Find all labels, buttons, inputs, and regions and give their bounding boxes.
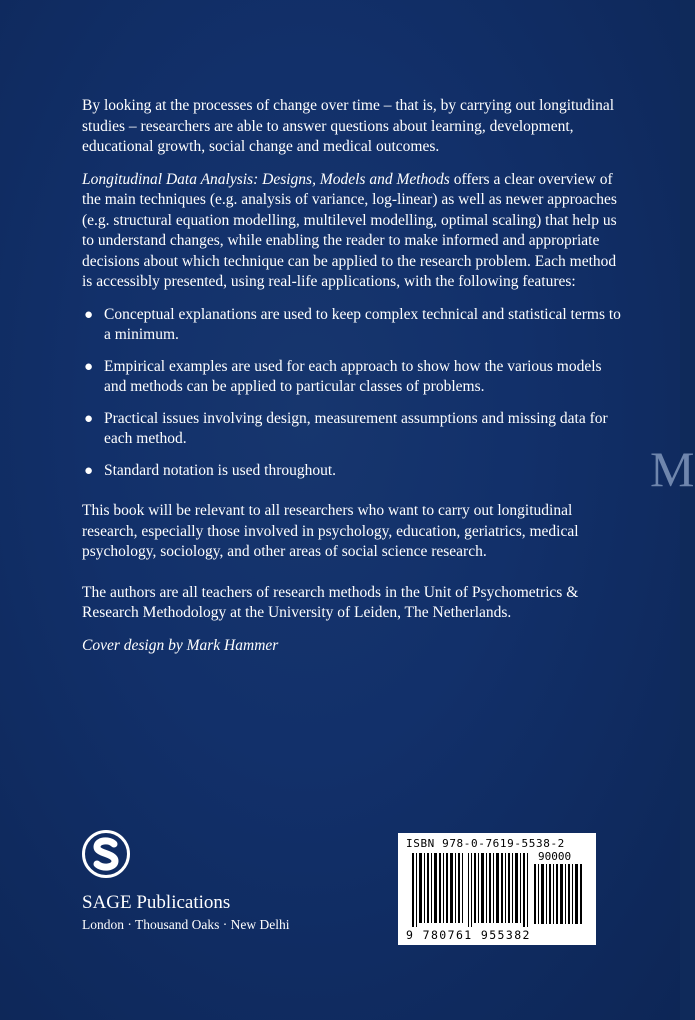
ean-number: 9 780761 955382 [406,928,531,942]
cover-credit: Cover design by Mark Hammer [82,636,279,654]
feature-item [82,357,622,398]
feature-text: Practical issues involving design, measurement assumptions and missing data for each method. [104,409,608,447]
blurb-overview [82,170,622,293]
bullet-icon: ● [84,306,94,323]
isbn-text: ISBN 978-0-7619-5538-2 [406,837,565,850]
barcode-bars [412,853,532,927]
blurb [82,96,622,668]
feature-list [82,305,622,482]
feature-text: Standard notation is used throughout. [104,461,337,479]
blurb-audience: This book will be relevant to all researchers who want to carry out longitudinal research, especially those involved in psychology, education, geriatrics, medical psychology, sociology, and other areas of social science research. [82,502,579,560]
publisher-block [82,830,289,934]
feature-item [82,461,622,482]
feature-item [82,305,622,346]
publisher-cities: London · Thousand Oaks · New Delhi [82,917,290,932]
book-title: Longitudinal Data Analysis: Designs, Models and Methods [82,170,450,188]
bullet-icon: ● [84,410,94,427]
bullet-icon: ● [84,462,94,479]
bullet-icon: ● [84,358,94,375]
isbn-barcode [398,833,596,945]
blurb-authors: The authors are all teachers of research methods in the Unit of Psychometrics & Research Methodology at the University of Leiden, The Netherlands. [82,583,579,621]
addon-barcode-bars [534,864,584,924]
feature-text: Conceptual explanations are used to keep complex technical and statistical terms to a minimum. [104,305,621,343]
feature-item [82,409,622,450]
publisher-name: SAGE Publications [82,892,231,913]
sage-logo-icon [82,830,130,878]
blurb-intro: By looking at the processes of change over time – that is, by carrying out longitudinal studies – researchers are able to answer questions about learning, development, educational growth, social change and medical outcomes. [82,97,615,155]
feature-text: Empirical examples are used for each approach to show how the various models and methods can be applied to particular classes of problems. [104,357,602,395]
spine-edge-letter: M [650,441,695,497]
price-code: 90000 [538,850,572,863]
overview-text: offers a clear overview of the main techniques (e.g. analysis of variance, log-linear) as well as newer approaches (e.g. structural equation modelling, multilevel modelling, optimal scaling) that help us to understand changes, while enabling the reader to make informed and appropriate decisions about which technique can be applied to the research problem. Each method is accessibly presented, using real-life applications, with the following features: [82,170,617,290]
